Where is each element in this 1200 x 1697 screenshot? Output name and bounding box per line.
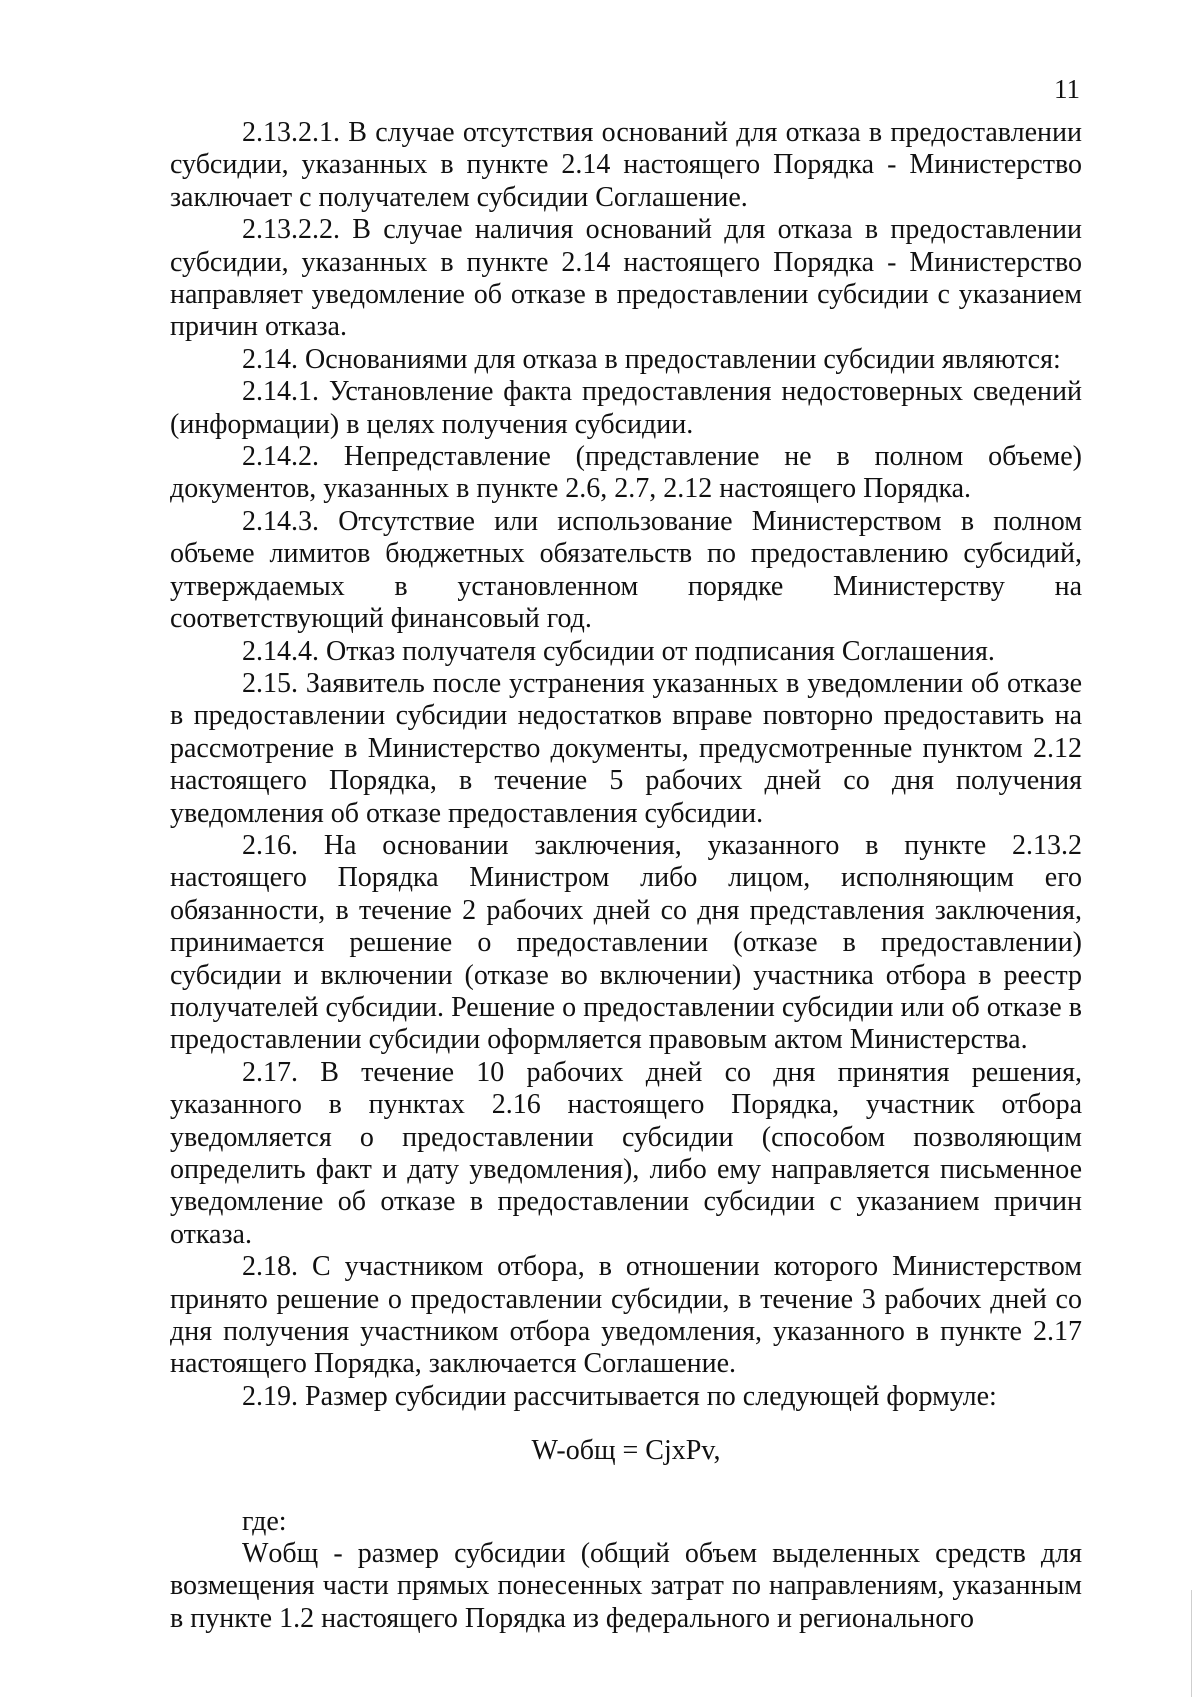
paragraph-2-18: 2.18. С участником отбора, в отношении которого Министерством принято решение о предоставлении субсидии, в течение 3 рабочих дней со дня получения участником отбора уведомления, указанного в пункте 2.17 настоящего Порядка, заключается Соглашение. [170, 1251, 1082, 1380]
subsidy-formula: W-общ = CjxPv, [531, 1435, 721, 1467]
paragraph-2-19: 2.19. Размер субсидии рассчитывается по следующей формуле: [242, 1380, 997, 1412]
paragraph-2-14: 2.14. Основаниями для отказа в предоставлении субсидии являются: [242, 343, 1061, 375]
paragraph-2-14-2: 2.14.2. Непредставление (представление не в полном объеме) документов, указанных в пункте 2.6, 2.7, 2.12 настоящего Порядка. [170, 441, 1082, 505]
scan-edge-mark [1191, 1590, 1192, 1697]
document-body [170, 117, 1082, 1635]
paragraph-2-13-2-2: 2.13.2.2. В случае наличия оснований для отказа в предоставлении субсидии, указанных в пункте 2.14 настоящего Порядка - Министерство направляет уведомление об отказе в предоставлении субсидии с указанием причин отказа. [170, 214, 1082, 343]
where-label: где: [242, 1505, 287, 1537]
page-number: 11 [1054, 74, 1080, 104]
paragraph-2-14-1: 2.14.1. Установление факта предоставления недостоверных сведений (информации) в целях получения субсидии. [170, 376, 1082, 440]
paragraph-2-15: 2.15. Заявитель после устранения указанных в уведомлении об отказе в предоставлении субсидии недостатков вправе повторно предоставить на рассмотрение в Министерство документы, предусмотренные пунктом 2.12 настоящего Порядка, в течение 5 рабочих дней со дня получения уведомления об отказе предоставления субсидии. [170, 667, 1082, 829]
definition-wobsch: Wобщ - размер субсидии (общий объем выделенных средств для возмещения части прямых понесенных затрат по направлениям, указанным в пункте 1.2 настоящего Порядка из федерального и регионального [170, 1538, 1082, 1634]
paragraph-2-16: 2.16. На основании заключения, указанного в пункте 2.13.2 настоящего Порядка Министром либо лицом, исполняющим его обязанности, в течение 2 рабочих дней со дня представления заключения, принимается решение о предоставлении (отказе в предоставлении) субсидии и включении (отказе во включении) участника отбора в реестр получателей субсидии. Решение о предоставлении субсидии или об отказе в предоставлении субсидии оформляется правовым актом Министерства. [170, 829, 1082, 1056]
paragraph-2-14-4: 2.14.4. Отказ получателя субсидии от подписания Соглашения. [242, 635, 995, 667]
paragraph-2-17: 2.17. В течение 10 рабочих дней со дня принятия решения, указанного в пунктах 2.16 настоящего Порядка, участник отбора уведомляется о предоставлении субсидии (способом позволяющим определить факт и дату уведомления), либо ему направляется письменное уведомление об отказе в предоставлении субсидии с указанием причин отказа. [170, 1056, 1082, 1250]
paragraph-2-14-3: 2.14.3. Отсутствие или использование Министерством в полном объеме лимитов бюджетных обязательств по предоставлению субсидий, утверждаемых в установленном порядке Министерству на соответствующий финансовый год. [170, 505, 1082, 635]
paragraph-2-13-2-1: 2.13.2.1. В случае отсутствия оснований для отказа в предоставлении субсидии, указанных в пункте 2.14 настоящего Порядка - Министерство заключает с получателем субсидии Соглашение. [170, 117, 1082, 213]
